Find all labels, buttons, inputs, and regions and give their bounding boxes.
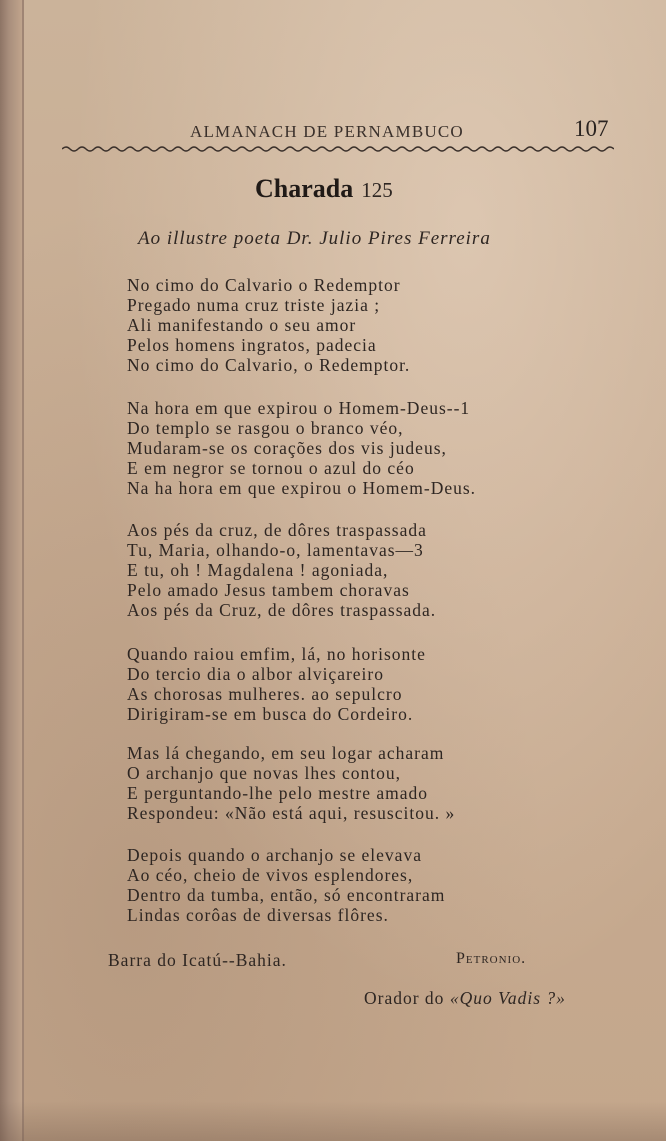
title-number: 125 xyxy=(361,178,393,202)
book-spine-shadow xyxy=(0,0,22,1141)
verse-line: Ao céo, cheio de vivos esplendores, xyxy=(127,865,414,885)
stanza-1 xyxy=(127,275,410,375)
page-bottom-wear xyxy=(0,1101,666,1141)
verse-line: E perguntando-lhe pelo mestre amado xyxy=(127,783,428,803)
verse-line: E em negror se tornou o azul do céo xyxy=(127,458,415,478)
verse-line: Dentro da tumba, então, só encontraram xyxy=(127,885,446,905)
stanza-2 xyxy=(127,398,476,498)
dedication-line: Ao illustre poeta Dr. Julio Pires Ferreira xyxy=(138,228,491,249)
stanza-3 xyxy=(127,520,436,620)
verse-line: As chorosas mulheres. ao sepulcro xyxy=(127,684,403,704)
verse-line: Dirigiram-se em busca do Cordeiro. xyxy=(127,704,414,724)
verse-line: Pelo amado Jesus tambem choravas xyxy=(127,580,410,600)
page-number: 107 xyxy=(574,116,609,141)
stanza-4 xyxy=(127,644,426,724)
place-line: Barra do Icatú--Bahia. xyxy=(108,950,287,970)
running-head: ALMANACH DE PERNAMBUCO xyxy=(190,122,464,141)
charade-title xyxy=(255,174,393,204)
verse-line: Mas lá chegando, em seu logar acharam xyxy=(127,743,445,763)
verse-line: Do tercio dia o albor alviçareiro xyxy=(127,664,384,684)
stanza-6 xyxy=(127,845,445,925)
stanza-5 xyxy=(127,743,455,823)
verse-line: Na ha hora em que expirou o Homem-Deus. xyxy=(127,478,477,498)
page-edge-line xyxy=(22,0,24,1141)
verse-line: Mudaram-se os corações dos vis judeus, xyxy=(127,438,447,458)
attribution-prefix: Orador do xyxy=(364,988,445,1008)
decorative-wavy-rule xyxy=(62,143,614,155)
title-word: Charada xyxy=(255,174,354,203)
verse-line: O archanjo que novas lhes contou, xyxy=(127,763,402,783)
verse-line: No cimo do Calvario, o Redemptor. xyxy=(127,355,411,375)
author-signature: Petronio. xyxy=(456,950,527,967)
verse-line: Aos pés da Cruz, de dôres traspassada. xyxy=(127,600,437,620)
verse-line: Aos pés da cruz, de dôres traspassada xyxy=(127,520,427,540)
verse-line: Pregado numa cruz triste jazia ; xyxy=(127,295,381,315)
verse-line: Na hora em que expirou o Homem-Deus--1 xyxy=(127,398,471,418)
verse-line: Lindas corôas de diversas flôres. xyxy=(127,905,389,925)
verse-line: E tu, oh ! Magdalena ! agoniada, xyxy=(127,560,389,580)
verse-line: Do templo se rasgou o branco véo, xyxy=(127,418,404,438)
verse-line: Pelos homens ingratos, padecia xyxy=(127,335,377,355)
attribution-title: «Quo Vadis ?» xyxy=(449,988,566,1008)
verse-line: No cimo do Calvario o Redemptor xyxy=(127,275,401,295)
verse-line: Respondeu: «Não está aqui, resuscitou. » xyxy=(127,803,456,823)
attribution-line xyxy=(364,988,566,1009)
verse-line: Tu, Maria, olhando-o, lamentavas—3 xyxy=(127,540,424,560)
verse-line: Ali manifestando o seu amor xyxy=(127,315,357,335)
verse-line: Depois quando o archanjo se elevava xyxy=(127,845,422,865)
verse-line: Quando raiou emfim, lá, no horisonte xyxy=(127,644,426,664)
